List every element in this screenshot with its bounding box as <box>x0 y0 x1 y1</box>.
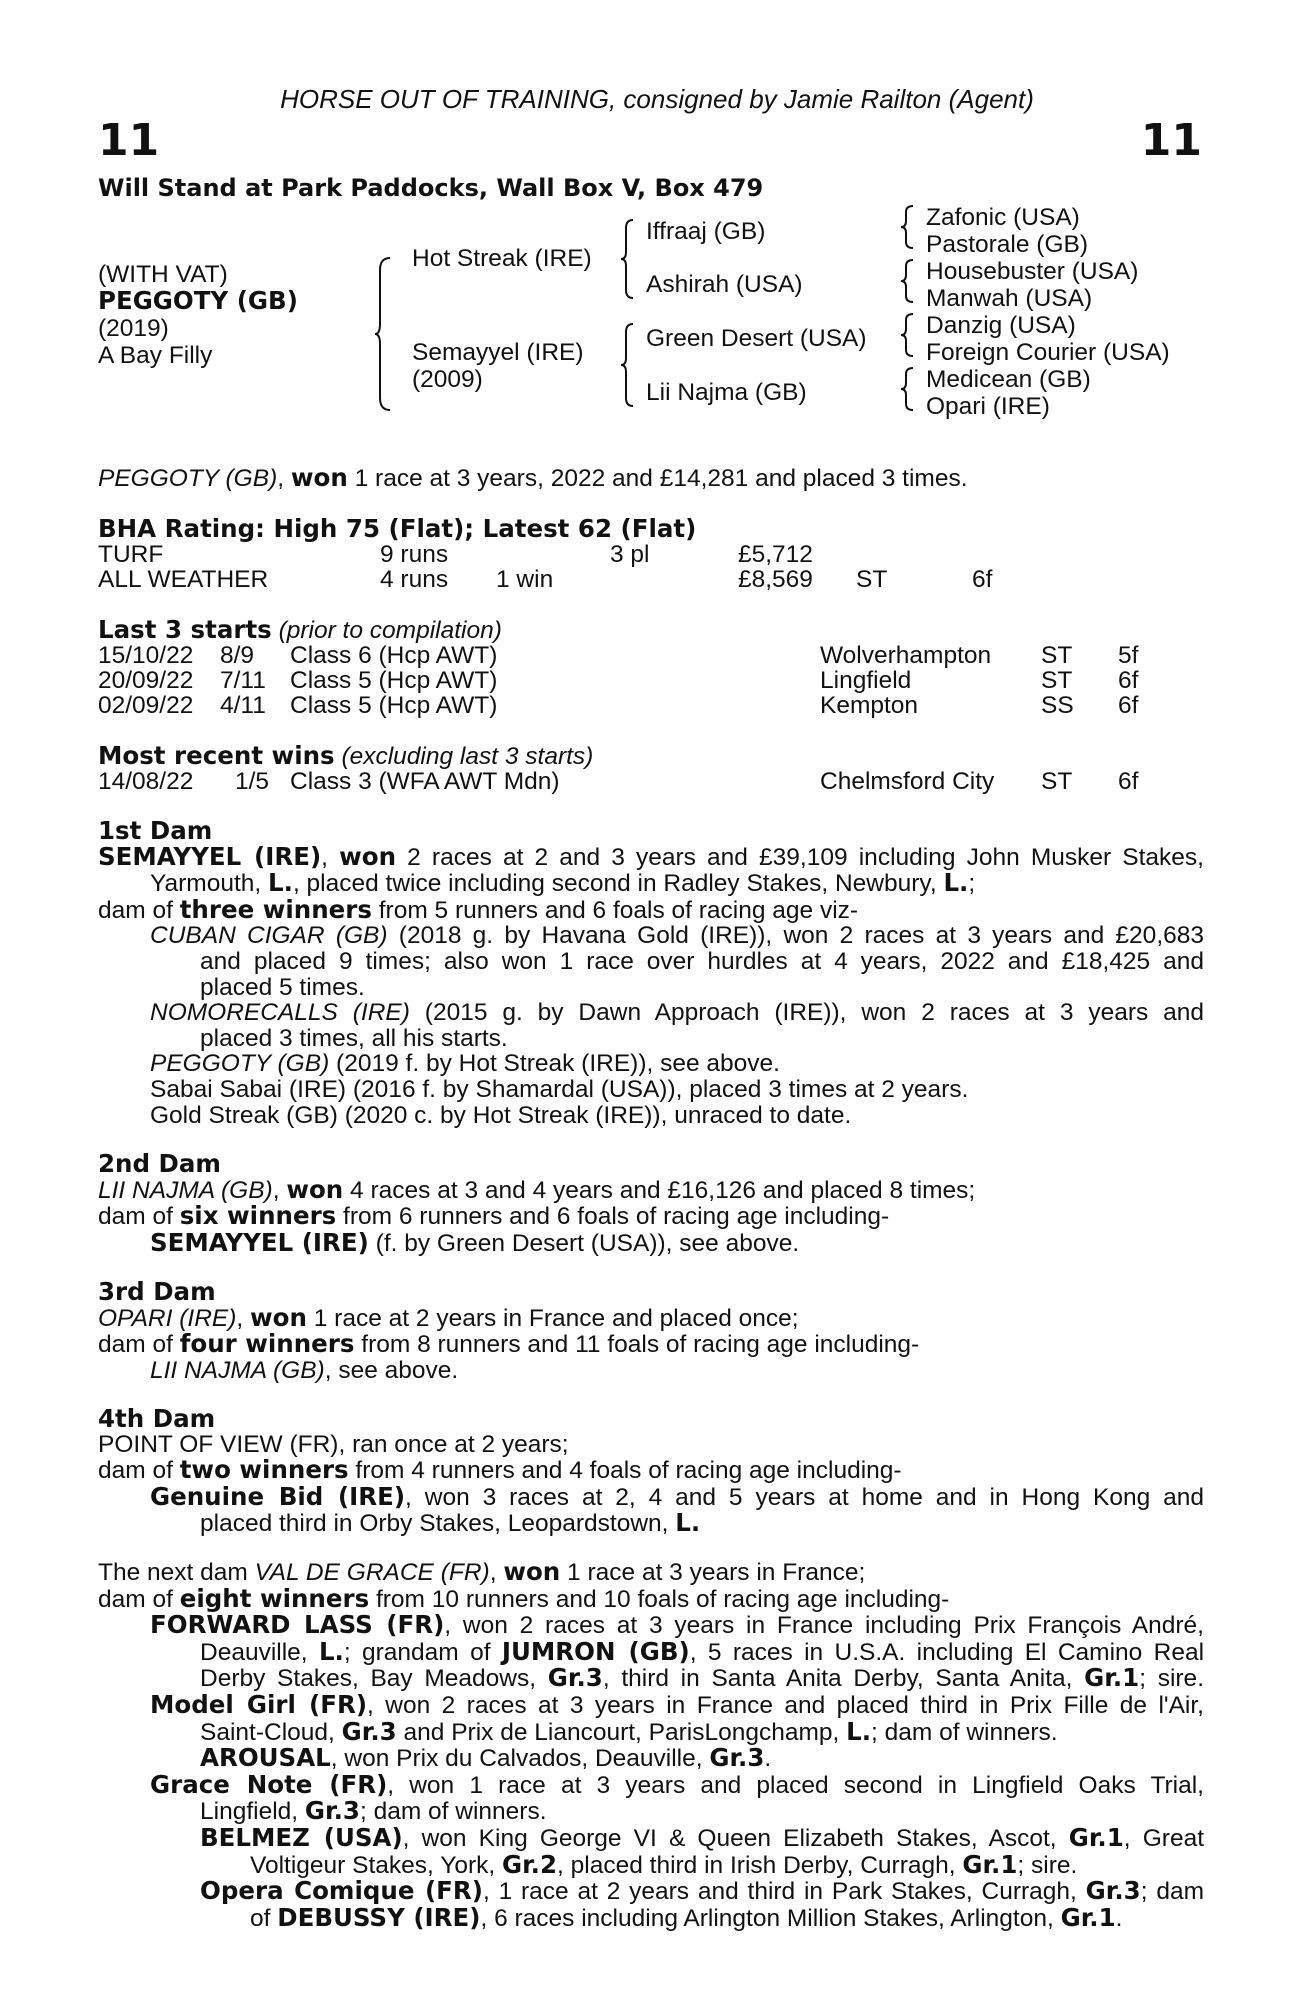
horse-year: (2019) <box>98 315 169 342</box>
text: placed 5 times. <box>200 973 365 1001</box>
text: ; dam of winners. <box>871 1718 1058 1746</box>
dam-dam: Lii Najma (GB) <box>646 379 807 406</box>
grade-label: Gr.3 <box>341 1716 397 1746</box>
third-dam-heading: 3rd Dam <box>98 1277 216 1306</box>
text: of <box>250 1904 278 1932</box>
first-dam-section <box>98 818 1204 1128</box>
grade-label: Gr.1 <box>1084 1663 1140 1693</box>
start-date: 02/09/22 <box>98 692 194 719</box>
grade-label: Gr.1 <box>962 1849 1018 1879</box>
pedigree-bracket-g1 <box>900 204 916 250</box>
text: Lingfield, <box>200 1798 305 1826</box>
text: , <box>236 1304 251 1332</box>
progeny-name: Grace Note (FR) <box>150 1769 388 1799</box>
text: , won Prix du Calvados, Deauville, <box>330 1745 710 1773</box>
text: ; <box>968 870 976 898</box>
listed-label: L. <box>846 1716 872 1746</box>
progeny-name: CUBAN CIGAR (GB) <box>150 922 388 950</box>
lot-number-right: 11 <box>1140 115 1202 166</box>
text: (2019 f. by Hot Streak (IRE)), see above. <box>329 1050 780 1078</box>
fourth-dam-heading: 4th Dam <box>98 1404 216 1433</box>
pedigree-bracket-g4 <box>900 366 916 412</box>
progeny-name: LII NAJMA (GB) <box>150 1356 325 1384</box>
dam-name: SEMAYYEL (IRE) <box>98 841 322 871</box>
text: , 1 race at 2 years and third in Park Stakes, Curragh, <box>482 1878 1086 1906</box>
win-date: 14/08/22 <box>98 768 194 795</box>
rating-surface: ALL WEATHER <box>98 566 269 593</box>
text: , won 3 races at 2, 4 and 5 years at home and in Hong Kong and <box>405 1483 1204 1511</box>
rating-row-turf <box>98 541 1218 567</box>
rating-runs: 4 runs <box>380 566 449 593</box>
start-row <box>98 667 1218 693</box>
start-race: Class 5 (Hcp AWT) <box>290 667 498 694</box>
text: , placed third in Irish Derby, Curragh, <box>557 1851 963 1879</box>
progeny-name: JUMRON (GB) <box>501 1636 690 1666</box>
win-distance: 6f <box>1118 768 1139 795</box>
winners-count: two winners <box>179 1455 349 1485</box>
rating-wins: 1 win <box>496 566 554 593</box>
progeny-line: Gold Streak (GB) (2020 c. by Hot Streak (IRE)), unraced to date. <box>150 1101 852 1129</box>
text: dam of <box>98 896 180 924</box>
win-position: 1/5 <box>235 768 270 795</box>
text: Derby Stakes, Bay Meadows, <box>200 1665 548 1693</box>
text: dam of <box>98 1457 180 1485</box>
winners-count: six winners <box>179 1201 337 1231</box>
start-distance: 6f <box>1118 667 1139 694</box>
win-going: ST <box>1041 768 1073 795</box>
listed-label: L. <box>675 1508 701 1538</box>
text: Voltigeur Stakes, York, <box>250 1851 502 1879</box>
start-distance: 6f <box>1118 692 1139 719</box>
grandparent-5: Danzig (USA) <box>926 312 1076 339</box>
grandparent-7: Medicean (GB) <box>926 366 1091 393</box>
text: 1 race at 2 years in France and placed once; <box>306 1304 799 1332</box>
grade-label: Gr.1 <box>1068 1822 1124 1852</box>
pedigree-bracket-main <box>374 256 394 412</box>
next-dam-section <box>98 1559 1204 1931</box>
rating-placed: 3 pl <box>610 541 650 568</box>
progeny-name: DEBUSSY (IRE) <box>277 1902 481 1932</box>
grandparent-2: Pastorale (GB) <box>926 231 1089 258</box>
start-race: Class 5 (Hcp AWT) <box>290 692 498 719</box>
dam-line: POINT OF VIEW (FR), ran once at 2 years; <box>98 1430 569 1458</box>
rating-runs: 9 runs <box>380 541 449 568</box>
start-row <box>98 642 1218 668</box>
sire-dam: Ashirah (USA) <box>646 271 803 298</box>
summary-text: 1 race at 3 years, 2022 and £14,281 and placed 3 times. <box>354 465 968 492</box>
text: Saint-Cloud, <box>200 1718 342 1746</box>
pedigree-bracket-g3 <box>900 312 916 358</box>
text: Yarmouth, <box>150 870 269 898</box>
grade-label: Gr.3 <box>709 1743 765 1773</box>
listed-label: L. <box>943 868 969 898</box>
consignor-note: HORSE OUT OF TRAINING, consigned by Jamie Railton (Agent) <box>280 84 1034 114</box>
progeny-name: AROUSAL <box>200 1743 331 1773</box>
grandparent-8: Opari (IRE) <box>926 393 1050 420</box>
start-distance: 5f <box>1118 642 1139 669</box>
grade-label: Gr.1 <box>1060 1902 1116 1932</box>
text: , 6 races including Arlington Million Stakes, Arlington, <box>480 1904 1061 1932</box>
pedigree-bracket-dam <box>620 322 636 408</box>
start-date: 20/09/22 <box>98 667 194 694</box>
summary-horse-name: PEGGOTY (GB) <box>98 465 278 492</box>
recent-win-row <box>98 768 1218 794</box>
second-dam-section <box>98 1151 1204 1256</box>
dam-name: Semayyel (IRE) <box>412 339 584 366</box>
second-dam-heading: 2nd Dam <box>98 1149 221 1178</box>
horse-description: A Bay Filly <box>98 342 213 369</box>
listed-label: L. <box>268 868 293 898</box>
start-race: Class 6 (Hcp AWT) <box>290 642 498 669</box>
progeny-line: Sabai Sabai (IRE) (2016 f. by Shamardal (USA)), placed 3 times at 2 years. <box>150 1075 969 1103</box>
progeny-name: FORWARD LASS (FR) <box>150 1610 445 1640</box>
text: , 5 races in U.S.A. including El Camino Real <box>689 1638 1205 1666</box>
horse-name: PEGGOTY (GB) <box>98 286 298 315</box>
grandparent-3: Housebuster (USA) <box>926 258 1139 285</box>
text: . <box>1115 1904 1123 1932</box>
text: ; dam of winners. <box>359 1798 547 1826</box>
text: dam of <box>98 1203 180 1231</box>
text: ; sire. <box>1139 1665 1204 1693</box>
sire-sire: Iffraaj (GB) <box>646 218 766 245</box>
grade-label: Gr.3 <box>304 1796 360 1826</box>
rating-going: ST <box>856 566 888 593</box>
winners-count: four winners <box>179 1329 355 1359</box>
start-position: 7/11 <box>220 667 266 694</box>
progeny-name: Opera Comique (FR) <box>200 1876 483 1906</box>
bha-rating: BHA Rating: High 75 (Flat); Latest 62 (Flat) <box>98 514 697 543</box>
text: ; grandam of <box>343 1638 502 1666</box>
text: , placed twice including second in Radley Stakes, Newbury, <box>292 870 944 898</box>
grandparent-6: Foreign Courier (USA) <box>926 339 1170 366</box>
grade-label: Gr.2 <box>501 1849 558 1879</box>
first-dam-heading: 1st Dam <box>98 816 213 845</box>
text: from 5 runners and 6 foals of racing age viz- <box>371 896 859 924</box>
text: , <box>321 843 340 871</box>
won-label: won <box>503 1557 561 1586</box>
start-position: 4/11 <box>220 692 266 719</box>
win-race: Class 3 (WFA AWT Mdn) <box>290 768 560 795</box>
recent-title: Most recent wins <box>98 741 335 770</box>
progeny-name: Genuine Bid (IRE) <box>150 1481 406 1511</box>
start-going: ST <box>1041 667 1073 694</box>
text: from 10 runners and 10 foals of racing age including- <box>369 1585 950 1613</box>
rating-row-aw <box>98 566 1218 592</box>
pedigree-bracket-sire <box>620 218 636 300</box>
recent-wins-heading <box>98 743 593 770</box>
text: 4 races at 3 and 4 years and £16,126 and placed 8 times; <box>343 1176 976 1204</box>
winners-count: three winners <box>179 894 372 924</box>
text: and Prix de Liancourt, ParisLongchamp, <box>396 1718 847 1746</box>
text: (2018 g. by Havana Gold (IRE)), won 2 races at 3 years and £20,683 <box>387 922 1204 950</box>
text: from 8 runners and 11 foals of racing age including- <box>354 1331 920 1359</box>
text: and placed 9 times; also won 1 race over hurdles at 4 years, 2022 and £18,425 and <box>200 947 1204 975</box>
text: placed third in Orby Stakes, Leopardstown, <box>200 1510 676 1538</box>
dam-name: LII NAJMA (GB) <box>98 1176 273 1204</box>
text: , won 2 races at 3 years in France and placed third in Prix Fille de l'Air, <box>367 1691 1204 1719</box>
start-course: Lingfield <box>820 667 912 694</box>
dam-sire: Green Desert (USA) <box>646 325 867 352</box>
start-course: Wolverhampton <box>820 642 992 669</box>
start-going: ST <box>1041 642 1073 669</box>
text: from 6 runners and 6 foals of racing age including- <box>336 1203 890 1231</box>
text: , <box>489 1559 504 1586</box>
text: , won 1 race at 3 years and placed second in Lingfield Oaks Trial, <box>387 1771 1204 1799</box>
race-summary: PEGGOTY (GB), won 1 race at 3 years, 2022 and £14,281 and placed 3 times. <box>98 463 968 492</box>
start-date: 15/10/22 <box>98 642 194 669</box>
text: Deauville, <box>200 1638 319 1666</box>
winners-count: eight winners <box>179 1583 370 1613</box>
start-row <box>98 692 1218 718</box>
text: , third in Santa Anita Derby, Santa Anita, <box>602 1665 1085 1693</box>
progeny-name: BELMEZ (USA) <box>200 1822 403 1852</box>
vat-note: (WITH VAT) <box>98 261 228 288</box>
fourth-dam-section <box>98 1406 1204 1537</box>
recent-note: (excluding last 3 starts) <box>341 743 594 770</box>
won-label: won <box>339 841 397 871</box>
text: dam of <box>98 1331 180 1359</box>
progeny-name: NOMORECALLS (IRE) <box>150 999 410 1027</box>
start-going: SS <box>1041 692 1074 719</box>
grandparent-1: Zafonic (USA) <box>926 204 1080 231</box>
text: The next dam <box>98 1559 255 1586</box>
win-course: Chelmsford City <box>820 768 995 795</box>
text: ; dam <box>1140 1878 1204 1906</box>
text: , see above. <box>324 1356 459 1384</box>
last3-note: (prior to compilation) <box>278 617 502 644</box>
lot-number-left: 11 <box>98 115 160 166</box>
rating-distance: 6f <box>972 566 993 593</box>
text: . <box>764 1745 772 1773</box>
text: , won King George VI & Queen Elizabeth Stakes, Ascot, <box>402 1824 1069 1852</box>
text: dam of <box>98 1585 180 1613</box>
text: , won 2 races at 3 years in France including Prix François André, <box>444 1612 1204 1640</box>
text: , <box>272 1176 287 1204</box>
text: from 4 runners and 4 foals of racing age including- <box>348 1457 902 1485</box>
progeny-name: Model Girl (FR) <box>150 1689 368 1719</box>
summary-won: won <box>290 463 348 492</box>
stand-location: Will Stand at Park Paddocks, Wall Box V, Box 479 <box>98 174 764 202</box>
rating-surface: TURF <box>98 541 164 568</box>
grade-label: Gr.3 <box>1085 1876 1141 1906</box>
text: (2015 g. by Dawn Approach (IRE)), won 2 races at 3 years and <box>409 999 1204 1027</box>
text: (f. by Green Desert (USA)), see above. <box>368 1229 800 1257</box>
grade-label: Gr.3 <box>547 1663 603 1693</box>
last3-title: Last 3 starts <box>98 615 272 644</box>
text: , Great <box>1123 1824 1205 1852</box>
last3-heading <box>98 617 502 644</box>
sire-name: Hot Streak (IRE) <box>412 245 592 272</box>
progeny-name: PEGGOTY (GB) <box>150 1050 330 1078</box>
rating-prize: £5,712 <box>738 541 813 568</box>
dam-name: VAL DE GRACE (FR) <box>254 1559 490 1586</box>
text: ; sire. <box>1017 1851 1078 1879</box>
listed-label: L. <box>318 1636 344 1666</box>
start-course: Kempton <box>820 692 919 719</box>
dam-year: (2009) <box>412 366 483 393</box>
pedigree-bracket-g2 <box>900 258 916 304</box>
third-dam-section <box>98 1279 1204 1383</box>
text: 2 races at 2 and 3 years and £39,109 including John Musker Stakes, <box>396 843 1204 871</box>
progeny-name: SEMAYYEL (IRE) <box>150 1227 369 1257</box>
text: placed 3 times, all his starts. <box>200 1024 508 1052</box>
rating-prize: £8,569 <box>738 566 813 593</box>
grandparent-4: Manwah (USA) <box>926 285 1093 312</box>
text: 1 race at 3 years in France; <box>560 1559 866 1586</box>
won-label: won <box>286 1174 344 1204</box>
won-label: won <box>250 1302 307 1332</box>
dam-name: OPARI (IRE) <box>98 1304 237 1332</box>
start-position: 8/9 <box>220 642 255 669</box>
